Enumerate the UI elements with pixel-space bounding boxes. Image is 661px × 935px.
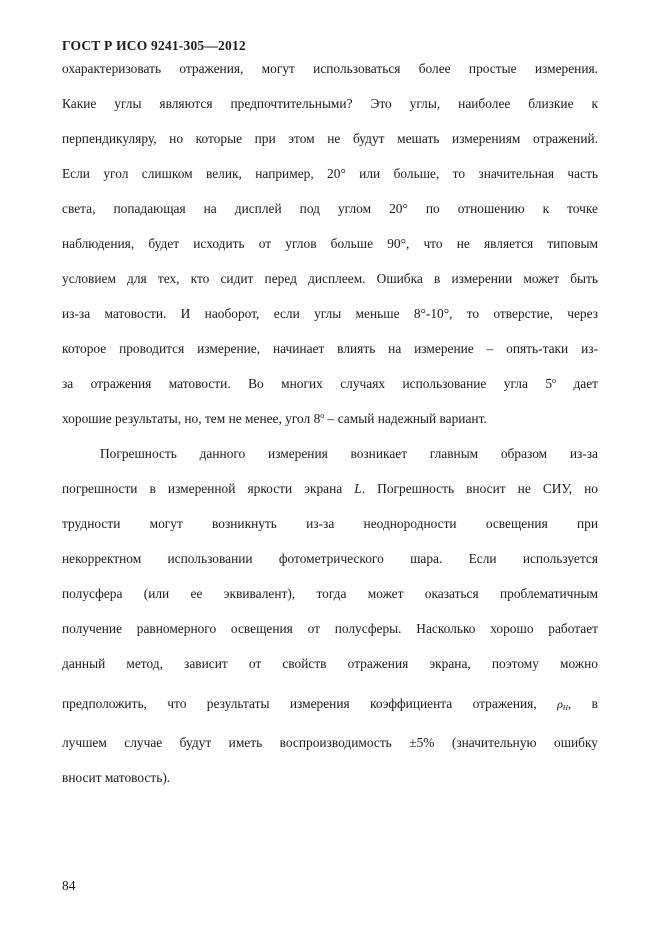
text-line: наблюдения, будет исходить от углов больше 90°, что не является типовым bbox=[62, 236, 598, 251]
text-line bbox=[62, 376, 598, 392]
text-line: света, попадающая на дисплей под углом 20° по отношению к точке bbox=[62, 201, 598, 216]
text-line: лучшем случае будут иметь воспроизводимость ±5% (значительную ошибку bbox=[62, 735, 598, 750]
symbol-L: L bbox=[354, 481, 362, 496]
text-line: Какие углы являются предпочтительными? Это углы, наиболее близкие к bbox=[62, 96, 598, 111]
text-line: полусфера (или ее эквивалент), тогда может оказаться проблематичным bbox=[62, 586, 598, 601]
text-line: Если угол слишком велик, например, 20° или больше, то значительная часть bbox=[62, 166, 598, 181]
text-line: перпендикуляру, но которые при этом не будут мешать измерениям отражений. bbox=[62, 131, 598, 146]
page-header: ГОСТ Р ИСО 9241-305—2012 bbox=[62, 38, 246, 53]
page-number: 84 bbox=[62, 878, 76, 893]
text-line: некорректном использовании фотометрического шара. Если используется bbox=[62, 551, 598, 566]
text-line: вносит матовость). bbox=[62, 770, 171, 785]
rho-symbol: $\rho_H$ bbox=[557, 697, 568, 712]
text-line bbox=[62, 696, 598, 712]
text-segment: за отражения матовости. Во многих случаях использование угла 5 bbox=[62, 376, 553, 391]
text-line: условием для тех, кто сидит перед дисплеем. Ошибка в измерении может быть bbox=[62, 271, 598, 286]
text-line: охарактеризовать отражения, могут использоваться более простые измерения. bbox=[62, 61, 598, 76]
text-line bbox=[62, 411, 598, 427]
text-line: из-за матовости. И наоборот, если углы меньше 8°-10°, то отверстие, через bbox=[62, 306, 598, 321]
text-line: которое проводится измерение, начинает влиять на измерение – опять-таки из- bbox=[62, 341, 598, 356]
text-segment: , в bbox=[567, 696, 598, 711]
text-line bbox=[62, 481, 598, 497]
paragraph-first-line: Погрешность данного измерения возникает главным образом из-за bbox=[100, 446, 598, 461]
text-line: получение равномерного освещения от полусферы. Насколько хорошо работает bbox=[62, 621, 598, 636]
text-segment: . Погрешность вносит не СИУ, но bbox=[361, 481, 598, 496]
degree-sign: о bbox=[552, 376, 557, 385]
text-segment: предположить, что результаты измерения коэффициента отражения, bbox=[62, 696, 537, 711]
text-segment: дает bbox=[556, 376, 599, 391]
text-line: трудности могут возникнуть из-за неоднородности освещения при bbox=[62, 516, 598, 531]
text-line: данный метод, зависит от свойств отражения экрана, поэтому можно bbox=[62, 656, 598, 671]
degree-sign: о bbox=[320, 411, 325, 420]
text-segment: – самый надежный вариант. bbox=[324, 411, 487, 426]
text-segment: погрешности в измеренной яркости экрана bbox=[62, 481, 355, 496]
text-segment: хорошие результаты, но, тем не менее, угол 8 bbox=[62, 411, 321, 426]
